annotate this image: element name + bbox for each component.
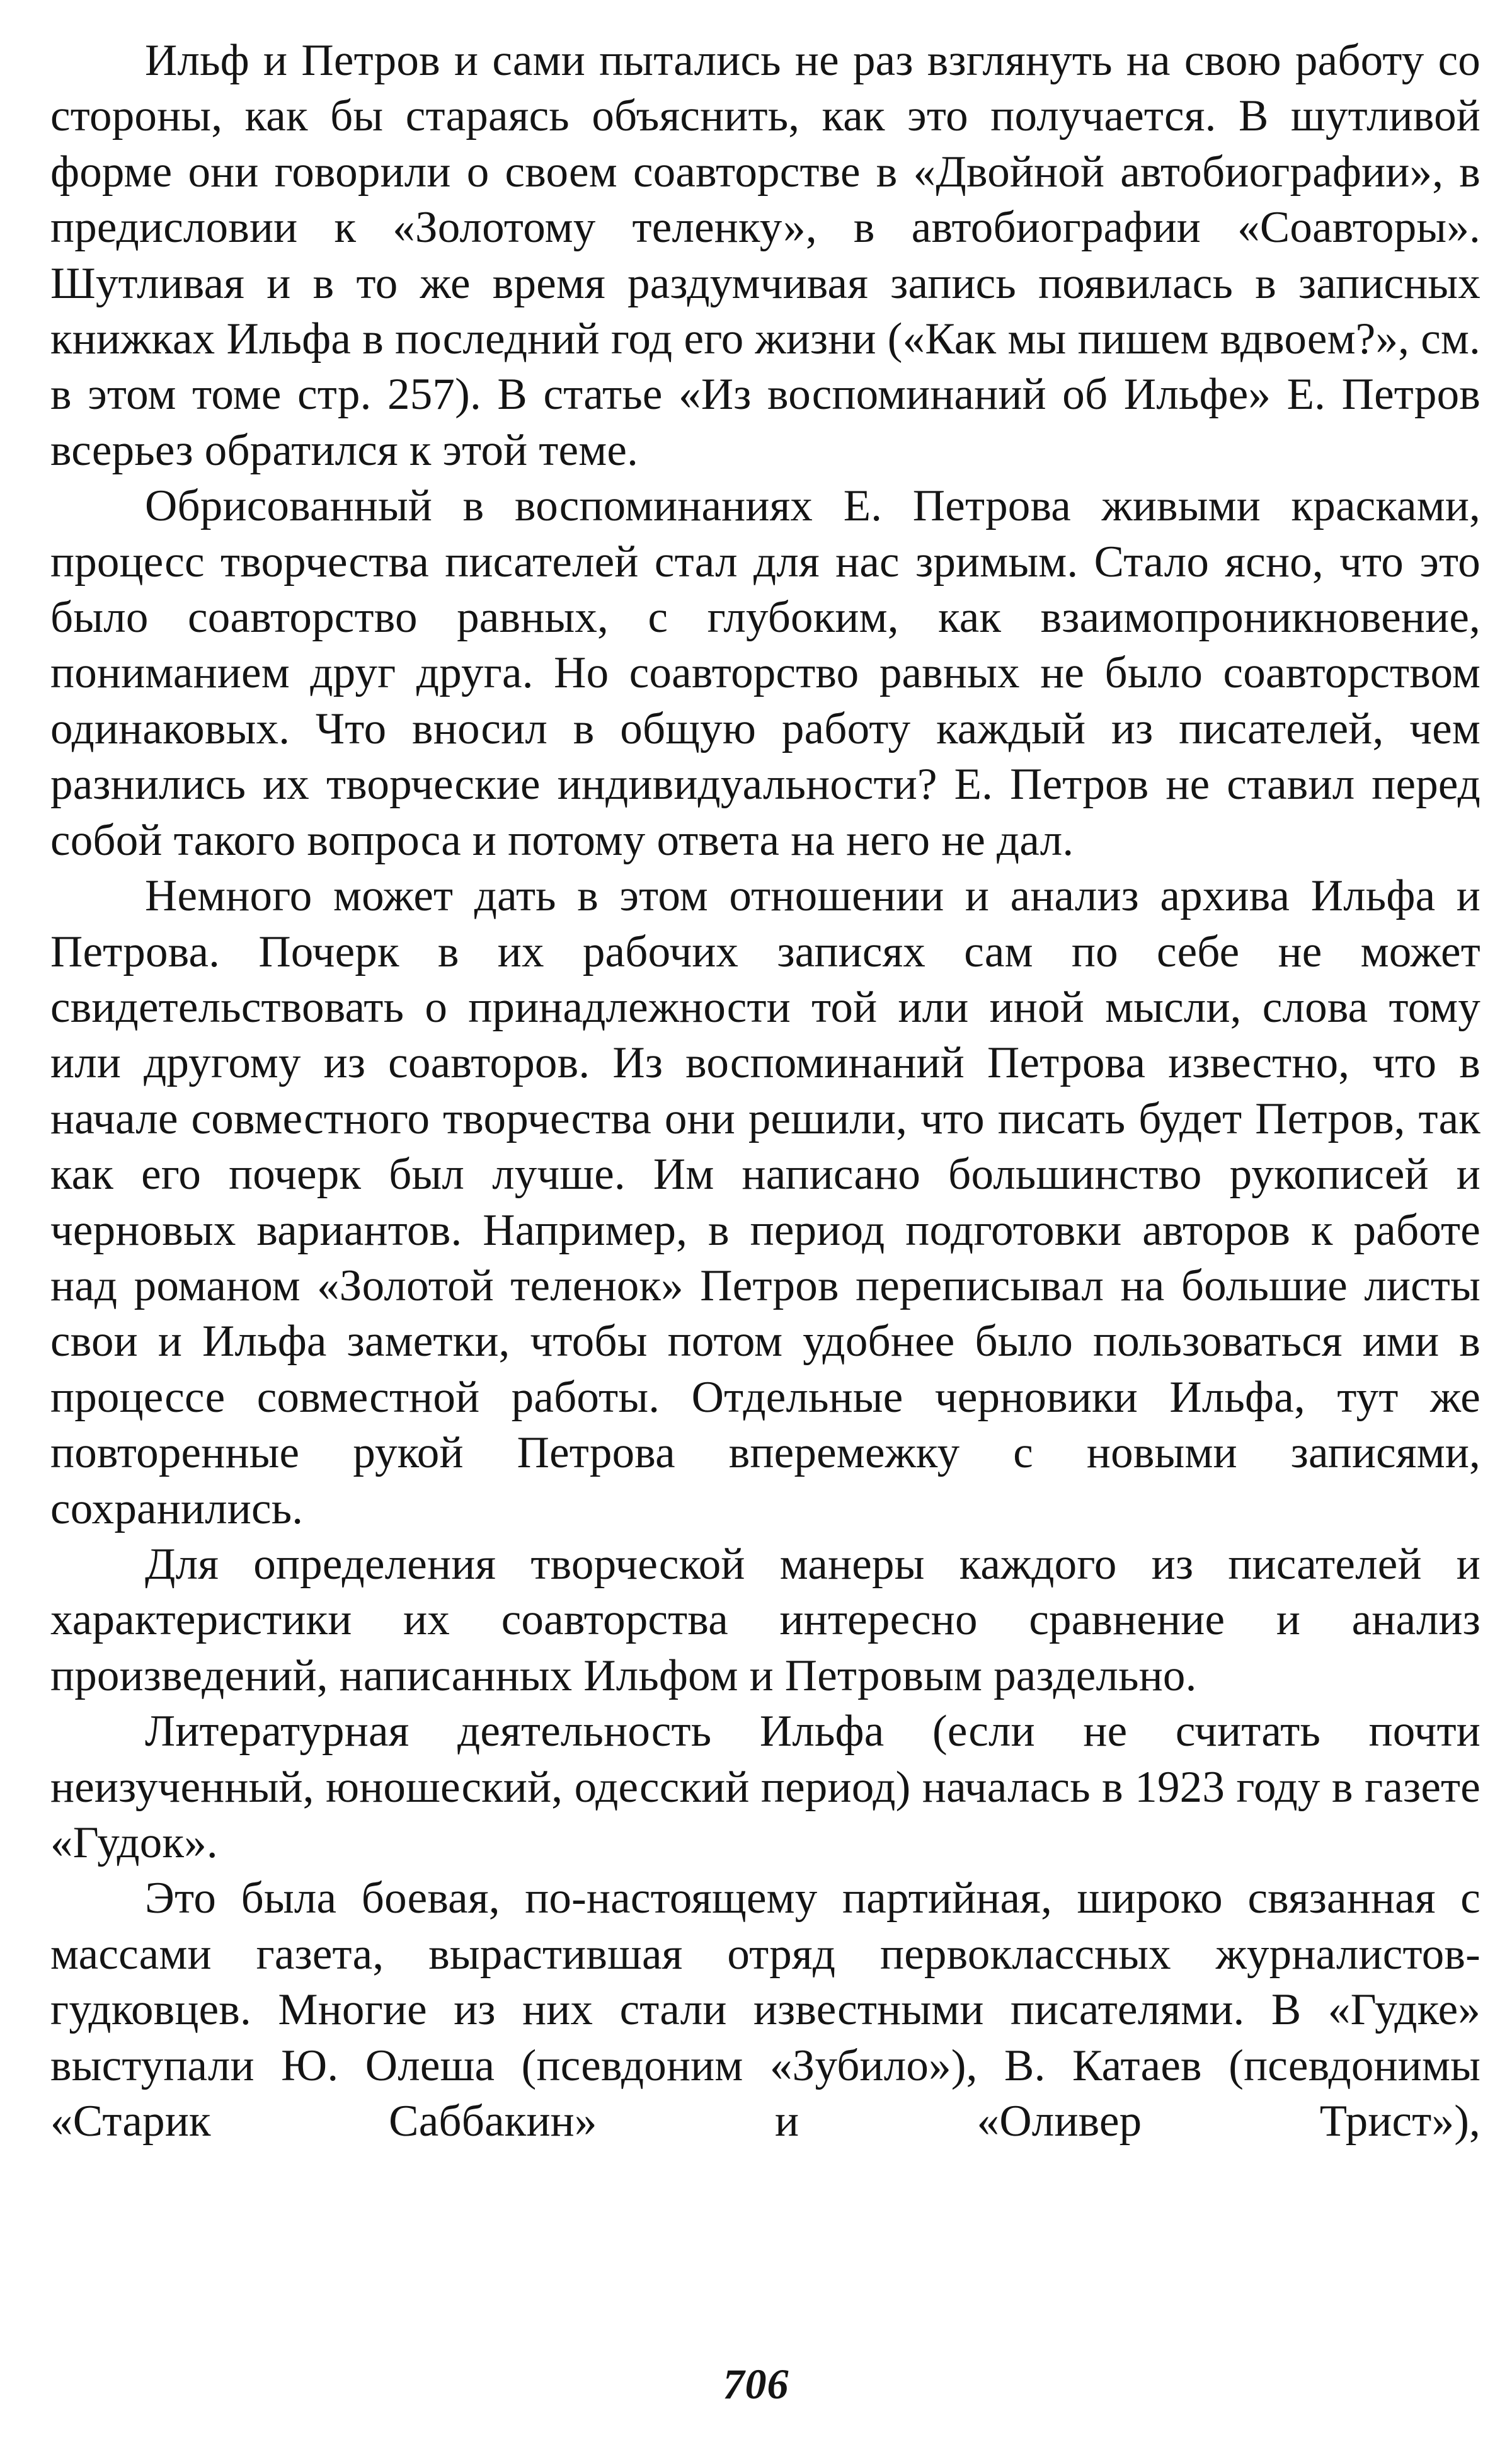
paragraph-3: Немного может дать в этом отношении и анализ архива Ильфа и Петрова. Почерк в их рабочих записях сам по себе не может свидетельствовать о принадлежности той или иной мысли, слова тому или другому из соавторов. Из воспоминаний Петрова известно, что в начале совместного творчества они решили, что писать будет Петров, так как его почерк был лучше. Им написано большинство рукописей и черновых вариантов. Например, в период подготовки авторов к работе над романом «Золотой теленок» Петров переписывал на большие листы свои и Ильфа заметки, чтобы потом удобнее было пользоваться ими в процессе совместной работы. Отдельные черновики Ильфа, тут же повторенные рукой Петрова вперемежку с новыми записями, сохранились. xyxy=(50,871,1480,1533)
paragraph-5: Литературная деятельность Ильфа (если не считать почти неизученный, юношеский, одесский период) началась в 1923 году в газете «Гудок». xyxy=(50,1707,1480,1867)
page-number: 706 xyxy=(723,2360,789,2408)
paragraph-6: Это была боевая, по-настоящему партийная, широко связанная с массами газета, вырастившая отряд первоклассных журналистов-гудковцев. Многие из них стали известными писателями. В «Гудке» выступали Ю. Олеша (псевдоним «Зубило»), В. Катаев (псевдонимы «Старик Саббакин» и «Оливер Трист»), xyxy=(50,1874,1480,2146)
page-body xyxy=(50,33,1480,2149)
paragraph-1: Ильф и Петров и сами пытались не раз взглянуть на свою работу со стороны, как бы стараясь объяснить, как это получается. В шутливой форме они говорили о своем соавторстве в «Двойной автобиографии», в предисловии к «Золотому теленку», в автобиографии «Соавторы». Шутливая и в то же время раздумчивая запись появилась в записных книжках Ильфа в последний год его жизни («Как мы пишем вдвоем?», см. в этом томе стр. 257). В статье «Из воспоминаний об Ильфе» Е. Петров всерьез обратился к этой теме. xyxy=(50,36,1480,475)
paragraph-4: Для определения творческой манеры каждого из писателей и характеристики их соавторства интересно сравнение и анализ произведений, написанных Ильфом и Петровым раздельно. xyxy=(50,1539,1480,1700)
paragraph-2: Обрисованный в воспоминаниях Е. Петрова живыми красками, процесс творчества писателей стал для нас зримым. Стало ясно, что это было соавторство равных, с глубоким, как взаимопроникновение, пониманием друг друга. Но соавторство равных не было соавторством одинаковых. Что вносил в общую работу каждый из писателей, чем разнились их творческие индивидуальности? Е. Петров не ставил перед собой такого вопроса и потому ответа на него не дал. xyxy=(50,481,1480,865)
